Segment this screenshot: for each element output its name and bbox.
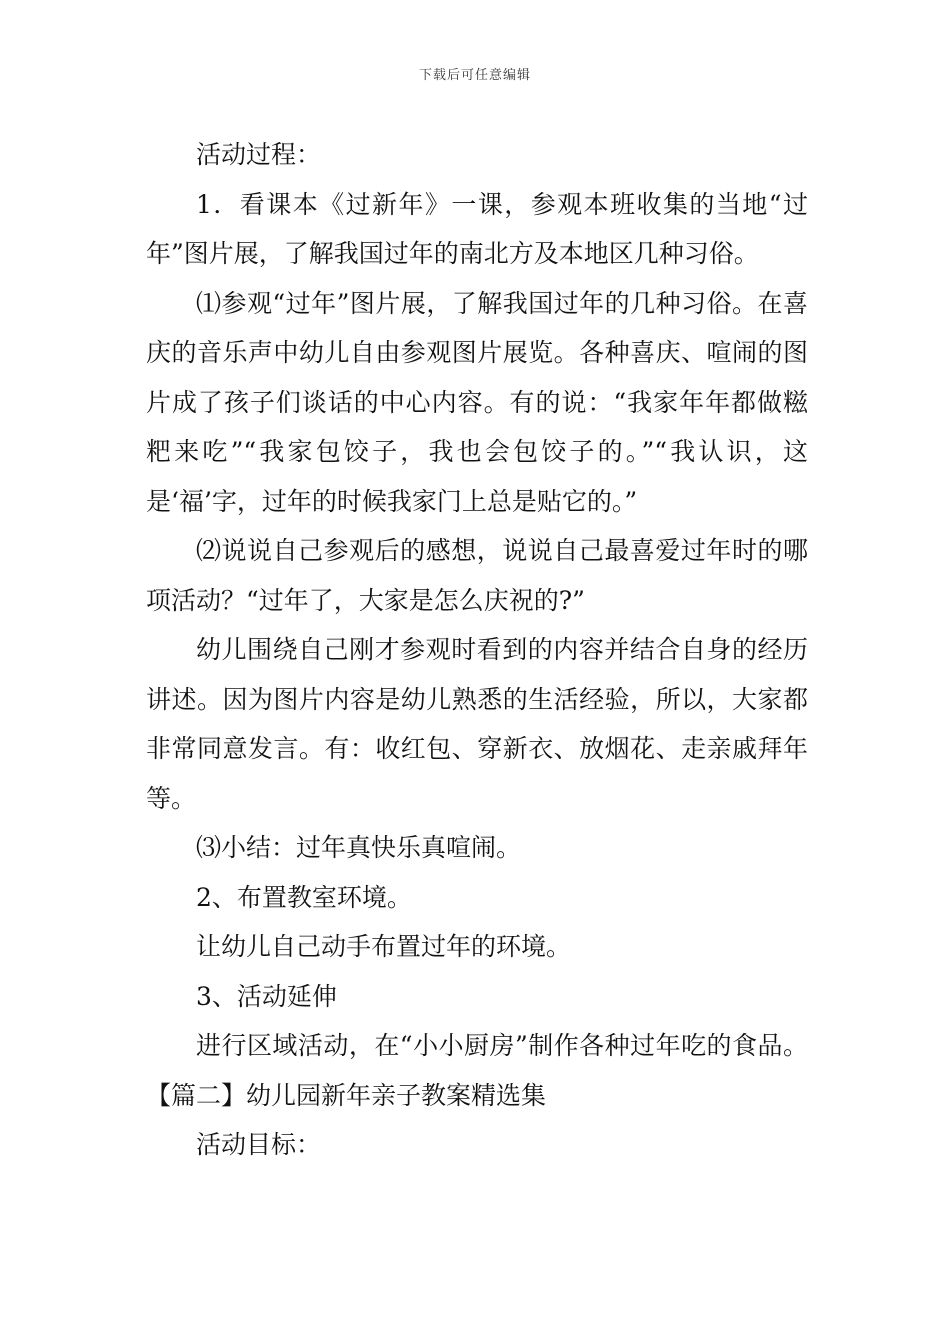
page-header: 下载后可任意编辑: [418, 68, 531, 83]
paragraph-children-narration: 幼儿围绕自己刚才参观时看到的内容并结合自身的经历讲述。因为图片内容是幼儿熟悉的生活经验，所以，大家都非常同意发言。有：收红包、穿新衣、放烟花、走亲戚拜年等。: [146, 635, 808, 813]
document-body: [146, 130, 808, 1170]
paragraph-step-3: 3、活动延伸: [196, 981, 337, 1011]
paragraph-activity-goals-heading: 活动目标：: [196, 1130, 322, 1159]
paragraph-step-2: 2、布置教室环境。: [196, 882, 412, 912]
paragraph-step-2-detail: 让幼儿自己动手布置过年的环境。: [196, 932, 572, 961]
paragraph-step-1: 1．看课本《过新年》一课，参观本班收集的当地“过年”图片展，了解我国过年的南北方及本地区几种习俗。: [146, 189, 808, 268]
paragraph-step-3-detail: 进行区域活动，在“小小厨房”制作各种过年吃的食品。【篇二】幼儿园新年亲子教案精选集: [146, 1031, 808, 1110]
paragraph-activity-process-heading: 活动过程：: [196, 140, 322, 169]
paragraph-substep-2: ⑵说说自己参观后的感想，说说自己最喜爱过年时的哪项活动？“过年了，大家是怎么庆祝的?”: [146, 536, 808, 615]
paragraph-substep-1: ⑴参观“过年”图片展，了解我国过年的几种习俗。在喜庆的音乐声中幼儿自由参观图片展览。各种喜庆、喧闹的图片成了孩子们谈话的中心内容。有的说：“我家年年都做糍粑来吃”“我家包饺子，我也会包饺子的。”“我认识，这是‘福’字，过年的时候我家门上总是贴它的。”: [146, 288, 808, 516]
paragraph-substep-3-summary: ⑶小结：过年真快乐真喧闹。: [196, 833, 522, 862]
